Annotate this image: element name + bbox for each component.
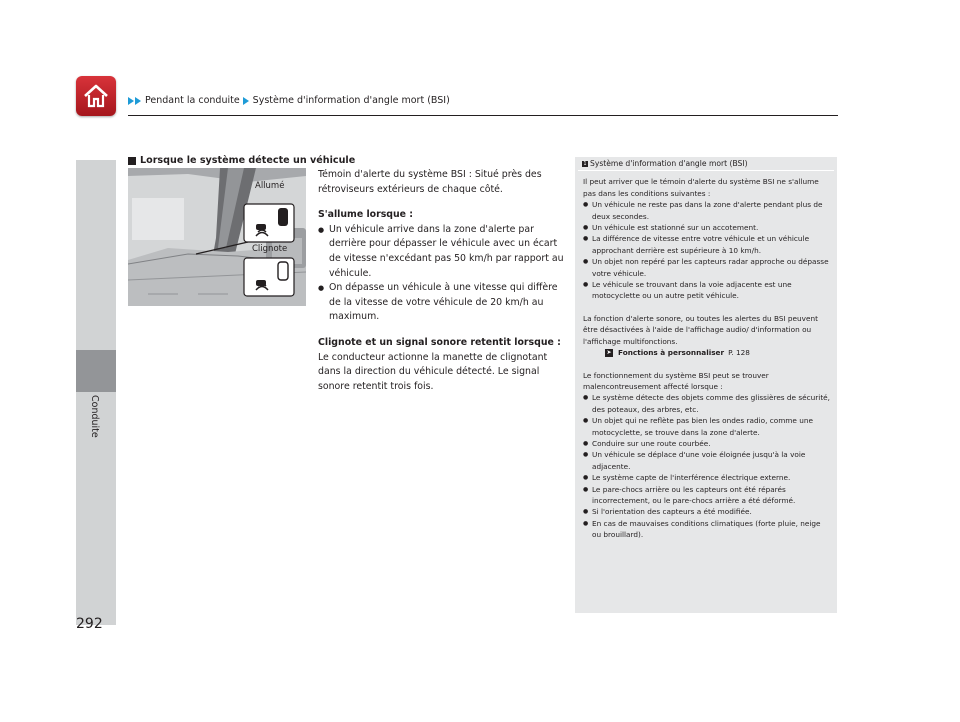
list-item: ● Un véhicule arrive dans la zone d'alerte par derrière pour dépasser le véhicule avec un écart de vitesse n'excédant pas 50 km/h par rapport au véhicule. — [318, 223, 568, 281]
breadcrumb-item[interactable]: Pendant la conduite — [145, 95, 240, 106]
triangle-right-icon — [243, 97, 249, 105]
figure-label-on: Allumé — [255, 181, 285, 191]
list-item: ● La différence de vitesse entre votre véhicule et un véhicule approchant derrière est supérieure à 10 km/h. — [583, 233, 831, 256]
list-item: ● Le système détecte des objets comme des glissières de sécurité, des poteaux, des arbres, etc. — [583, 392, 831, 415]
lights-heading: S'allume lorsque : — [318, 209, 414, 221]
header-rule — [128, 115, 838, 116]
blink-heading: Clignote et un signal sonore retentit lorsque : — [318, 336, 561, 348]
sidebar-note — [575, 157, 837, 613]
list-item: ● On dépasse un véhicule à une vitesse qui diffère de la vitesse de votre véhicule de 20 km/h au maximum. — [318, 281, 568, 325]
list-item: ● Un véhicule ne reste pas dans la zone d'alerte pendant plus de deux secondes. — [583, 199, 831, 222]
crossref-page[interactable]: P. 128 — [728, 348, 750, 358]
side-tab-label: Conduite — [89, 395, 100, 438]
home-button[interactable] — [76, 76, 116, 116]
sidebar-paragraph: Il peut arriver que le témoin d'alerte du système BSI ne s'allume pas dans les conditions suivantes : — [583, 177, 819, 198]
side-tab — [76, 160, 116, 625]
list-item: ● Un objet non repéré par les capteurs radar approche ou dépasse votre véhicule. — [583, 256, 831, 279]
main-text — [318, 168, 568, 394]
triangle-right-icon — [135, 97, 141, 105]
list-item: ● Si l'orientation des capteurs a été modifiée. — [583, 506, 831, 517]
list-item: ● Un véhicule est stationné sur un accotement. — [583, 222, 831, 233]
crossref-text[interactable]: Fonctions à personnaliser — [618, 348, 725, 358]
square-bullet-icon — [128, 157, 136, 165]
sidebar-title — [578, 158, 834, 171]
blink-text: Le conducteur actionne la manette de clignotant dans la direction du véhicule détecté. Le signal sonore retentit trois fois. — [318, 351, 548, 392]
home-icon — [82, 82, 110, 110]
list-item: ● En cas de mauvaises conditions climatiques (forte pluie, neige ou brouillard). — [583, 518, 831, 541]
page-number: 292 — [76, 616, 103, 632]
breadcrumb — [128, 95, 450, 106]
list-item: ● Le pare-chocs arrière ou les capteurs ont été réparés incorrectement, ou le pare-chocs arrière a été déformé. — [583, 484, 831, 507]
reference-icon: ➤ — [606, 348, 612, 356]
crossref-link[interactable] — [583, 347, 831, 358]
note-marker-icon: 1 — [583, 160, 587, 167]
breadcrumb-item[interactable]: Système d'information d'angle mort (BSI) — [252, 95, 450, 106]
side-tab-active[interactable] — [76, 350, 116, 392]
bsi-indicator-figure — [128, 168, 306, 306]
list-item: ● Un objet qui ne reflète pas bien les ondes radio, comme une motocyclette, se trouve dans la zone d'alerte. — [583, 415, 831, 438]
intro-text: Témoin d'alerte du système BSI : Situé près des rétroviseurs extérieurs de chaque côté. — [318, 169, 542, 195]
figure-label-blink: Clignote — [252, 244, 288, 254]
sidebar-paragraph: La fonction d'alerte sonore, ou toutes les alertes du BSI peuvent être désactivées à l'aide de l'affichage audio/ d'information ou l'affichage multifonctions. — [583, 313, 818, 346]
list-item: ● Conduire sur une route courbée. — [583, 438, 831, 449]
list-item: ● Le véhicule se trouvant dans la voie adjacente est une motocyclette ou un autre petit véhicule. — [583, 279, 831, 302]
list-item: ● Un véhicule se déplace d'une voie éloignée jusqu'à la voie adjacente. — [583, 449, 831, 472]
section-heading — [128, 155, 355, 166]
list-item: ● Le système capte de l'interférence électrique externe. — [583, 472, 831, 483]
sidebar-title-text: Système d'information d'angle mort (BSI) — [590, 159, 748, 168]
sidebar-paragraph: Le fonctionnement du système BSI peut se trouver malencontreusement affecté lorsque : — [583, 370, 769, 391]
triangle-right-icon — [128, 97, 134, 105]
section-heading-text: Lorsque le système détecte un véhicule — [140, 155, 356, 166]
